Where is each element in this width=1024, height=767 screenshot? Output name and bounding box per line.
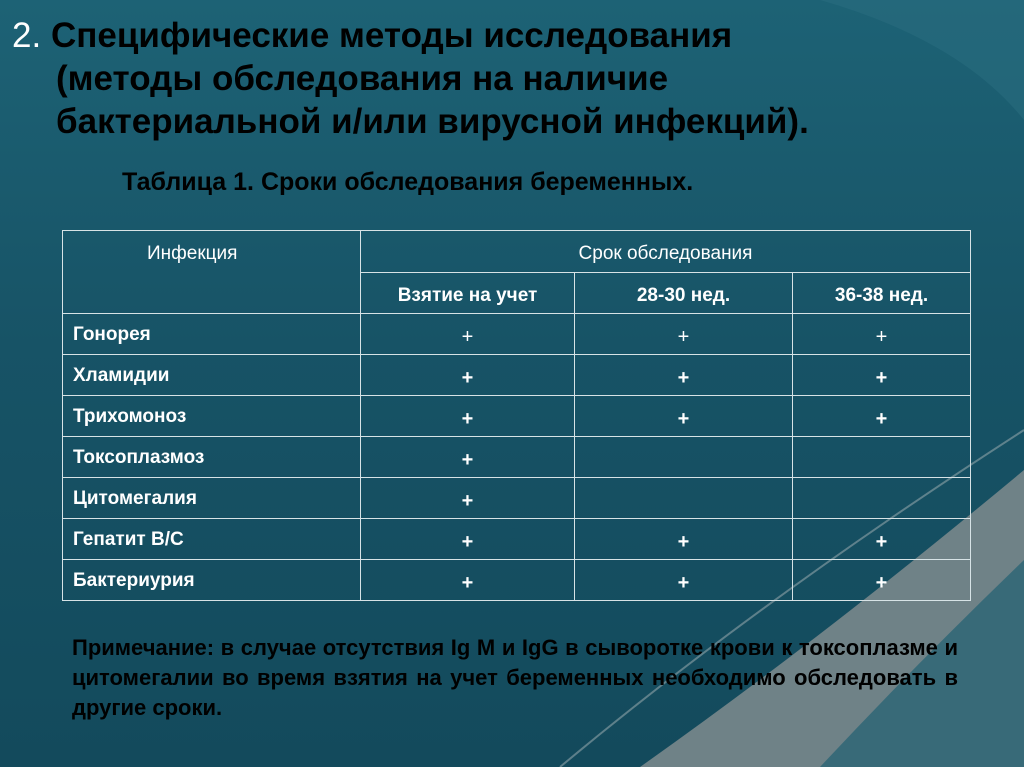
examination-schedule-table	[62, 230, 971, 601]
mark-cell: +	[793, 560, 971, 601]
table-row	[63, 519, 971, 560]
mark-cell: +	[361, 519, 575, 560]
mark-cell: +	[793, 314, 971, 355]
mark-cell: +	[575, 355, 793, 396]
header-row	[63, 231, 971, 273]
mark-cell: +	[361, 314, 575, 355]
column-header: Взятие на учет	[361, 273, 575, 314]
column-header: 28-30 нед.	[575, 273, 793, 314]
table-row	[63, 478, 971, 519]
column-header: 36-38 нед.	[793, 273, 971, 314]
title-line-3: бактериальной и/или вирусной инфекций).	[56, 102, 809, 141]
mark-cell	[575, 478, 793, 519]
title-line-2: (методы обследования на наличие	[56, 59, 669, 98]
table-row	[63, 560, 971, 601]
mark-cell: +	[793, 355, 971, 396]
header-term: Срок обследования	[361, 231, 971, 273]
mark-cell: +	[575, 560, 793, 601]
infection-name: Трихомоноз	[63, 396, 361, 437]
title-line-1	[12, 14, 1002, 57]
mark-cell	[575, 437, 793, 478]
infection-name: Бактериурия	[63, 560, 361, 601]
table-row	[63, 314, 971, 355]
mark-cell: +	[575, 396, 793, 437]
mark-cell	[793, 437, 971, 478]
infection-name: Гепатит В/С	[63, 519, 361, 560]
title-number: 2.	[12, 16, 42, 55]
mark-cell: +	[575, 314, 793, 355]
mark-cell: +	[793, 519, 971, 560]
table-caption: Таблица 1. Сроки обследования беременных.	[122, 168, 694, 196]
table-row	[63, 437, 971, 478]
mark-cell	[793, 478, 971, 519]
infection-name: Хламидии	[63, 355, 361, 396]
infection-name: Токсоплазмоз	[63, 437, 361, 478]
title-text-1: Специфические методы исследования	[50, 16, 733, 55]
mark-cell: +	[361, 355, 575, 396]
mark-cell: +	[575, 519, 793, 560]
mark-cell: +	[361, 437, 575, 478]
slide-title	[12, 14, 1002, 143]
mark-cell: +	[793, 396, 971, 437]
mark-cell: +	[361, 560, 575, 601]
table-row	[63, 355, 971, 396]
footnote: Примечание: в случае отсутствия Ig M и IgG в сыворотке крови к токсоплазме и цитомегалии во время взятия на учет беременных необходимо обследовать в другие сроки.	[72, 635, 958, 720]
mark-cell: +	[361, 396, 575, 437]
infection-name: Гонорея	[63, 314, 361, 355]
mark-cell: +	[361, 478, 575, 519]
header-infection: Инфекция	[63, 231, 361, 314]
table-row	[63, 396, 971, 437]
infection-name: Цитомегалия	[63, 478, 361, 519]
